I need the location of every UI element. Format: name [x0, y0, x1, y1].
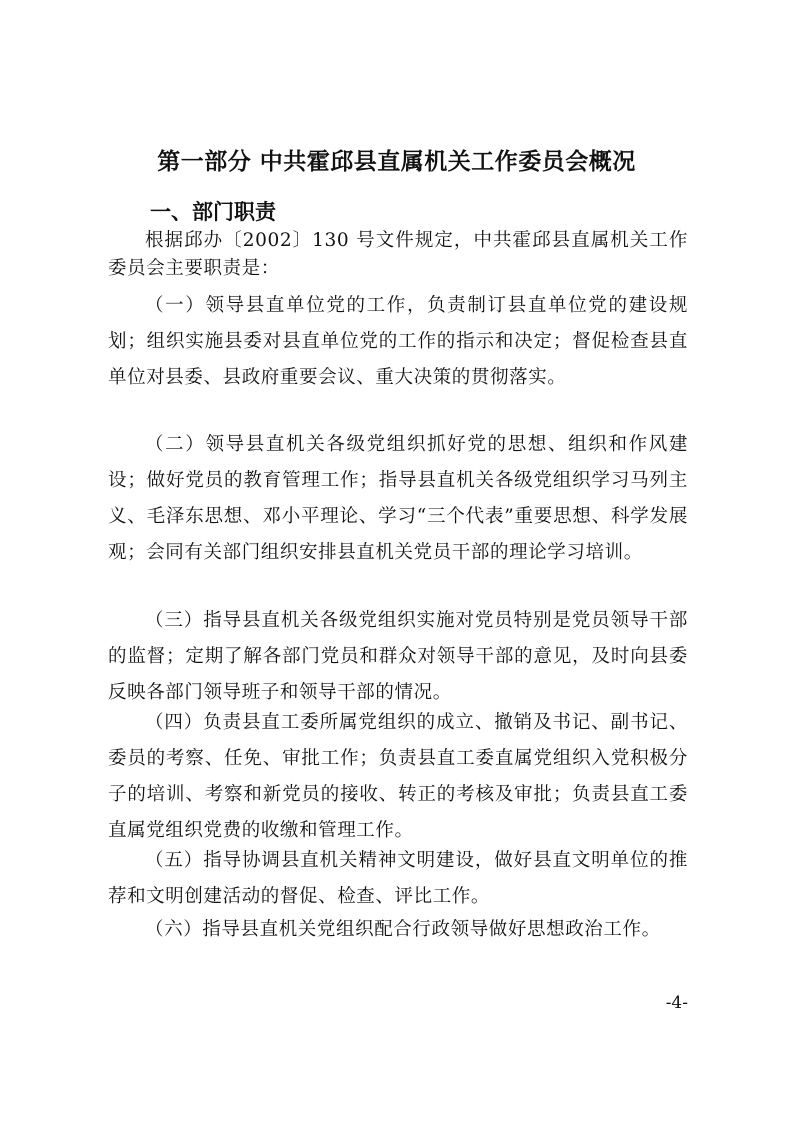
duty-paragraph-6: （六）指导县直机关党组织配合行政领导做好思想政治工作。	[145, 919, 661, 940]
section-heading: 一、部门职责	[150, 200, 276, 224]
duty-paragraph-3: （三）指导县直机关各级党组织实施对党员特别是党员领导干部的监督；定期了解各部门党员和群众对领导干部的意见，及时向县委反映各部门领导班子和领导干部的情况。	[108, 610, 688, 703]
duty-paragraph-4: （四）负责县直工委所属党组织的成立、撤销及书记、副书记、委员的考察、任免、审批工作；负责县直工委直属党组织入党积极分子的培训、考察和新党员的接收、转正的考核及审批；负责县直工委直属党组织党费的收缴和管理工作。	[108, 712, 688, 841]
duty-paragraph-1: （一）领导县直单位党的工作，负责制订县直单位党的建设规划；组织实施县委对县直单位党的工作的指示和决定；督促检查县直单位对县委、县政府重要会议、重大决策的贯彻落实。	[108, 295, 688, 388]
page-number: -4-	[665, 993, 688, 1013]
duty-paragraph-2: （二）领导县直机关各级党组织抓好党的思想、组织和作风建设；做好党员的教育管理工作；指导县直机关各级党组织学习马列主义、毛泽东思想、邓小平理论、学习“三个代表”重要思想、科学发展观；会同有关部门组织安排县直机关党员干部的理论学习培训。	[108, 434, 688, 563]
page-title: 第一部分 中共霍邱县直属机关工作委员会概况	[157, 149, 636, 175]
duty-paragraph-5: （五）指导协调县直机关精神文明建设，做好县直文明单位的推荐和文明创建活动的督促、检查、评比工作。	[108, 850, 688, 907]
intro-paragraph: 根据邱办〔2002〕130 号文件规定，中共霍邱县直属机关工作委员会主要职责是：	[108, 230, 688, 279]
